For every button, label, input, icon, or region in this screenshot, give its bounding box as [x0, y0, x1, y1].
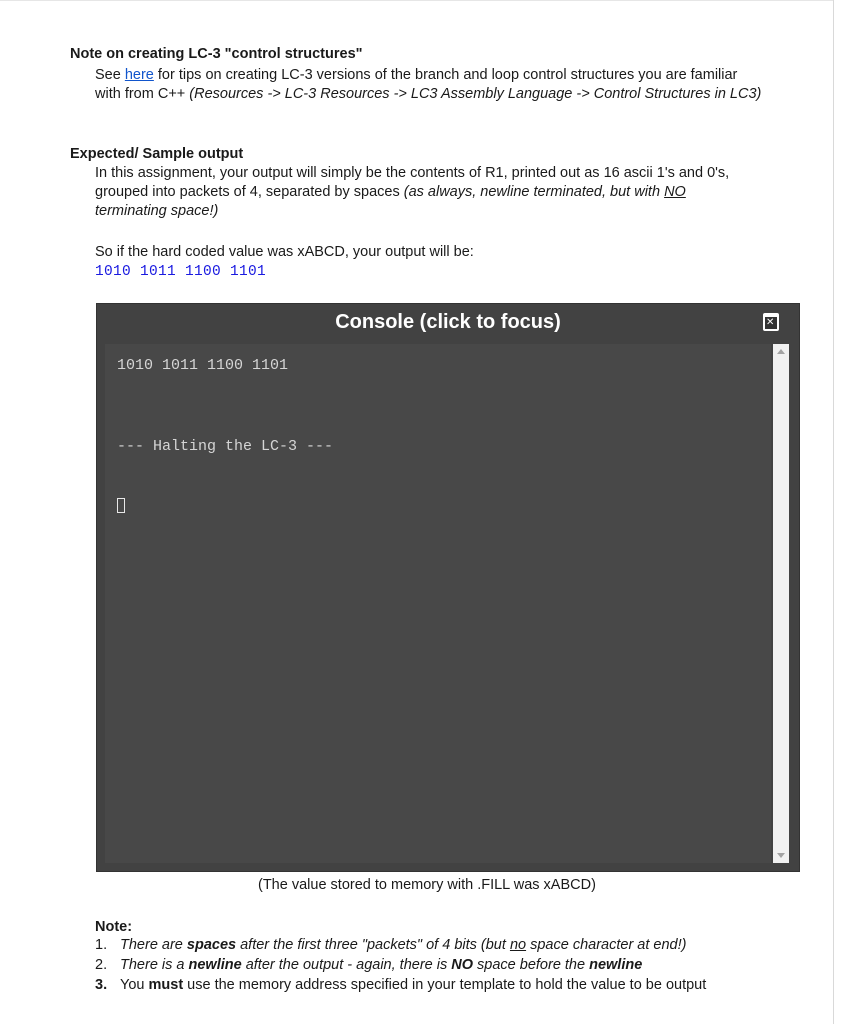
output-line3: terminating space!): [95, 203, 219, 219]
sample-output-heading: Expected/ Sample output: [70, 146, 244, 162]
control-structures-heading: Note on creating LC-3 "control structures": [70, 46, 363, 62]
note-item-2: [95, 956, 795, 976]
note-label: Note:: [95, 919, 133, 935]
output-line2-pre: grouped into packets of 4, separated by spaces: [95, 184, 404, 200]
console-cursor: [117, 498, 125, 513]
console-window[interactable]: [96, 303, 800, 872]
scroll-up-arrow-icon[interactable]: [777, 349, 785, 354]
note-1-c: after the first three "packets" of 4 bits (but: [236, 937, 510, 953]
note-1-e: space character at end!): [526, 937, 687, 953]
note-3-b: must: [148, 977, 184, 993]
note-item-1: [95, 936, 795, 956]
note-2-b: newline: [188, 957, 242, 973]
control-line1-pre: See: [95, 67, 125, 83]
note-2-f: newline: [589, 957, 643, 973]
example-value: 1010 1011 1100 1101: [95, 264, 267, 280]
note-3-c: use the memory address specified in your template to hold the value to be output: [183, 977, 707, 993]
page-top-border: [0, 0, 833, 1]
output-line1: In this assignment, your output will simply be the contents of R1, printed out as 16 ascii 1's and 0's,: [95, 165, 730, 181]
console-halt-line: --- Halting the LC-3 ---: [117, 438, 334, 455]
note-2-c: after the output - again, there is: [241, 957, 452, 973]
note-2-d: NO: [451, 957, 474, 973]
control-line2-pre: with from C++: [95, 86, 190, 102]
example-intro: So if the hard coded value was xABCD, your output will be:: [95, 244, 474, 260]
scroll-down-arrow-icon[interactable]: [777, 853, 785, 858]
note-text: [120, 936, 686, 955]
output-line2-no: NO: [664, 184, 686, 200]
control-structures-paragraph: [95, 66, 795, 104]
output-line2-em: (as always, newline terminated, but with: [403, 184, 665, 200]
control-line2-path: (Resources -> LC-3 Resources -> LC3 Assembly Language -> Control Structures in LC3): [189, 86, 762, 102]
note-item-3: [95, 976, 795, 996]
note-text: [120, 956, 642, 975]
sample-output-paragraph: [95, 164, 795, 221]
note-3-a: You: [120, 977, 149, 993]
control-line1-post: for tips on creating LC-3 versions of the branch and loop control structures you are familiar: [153, 67, 738, 83]
note-number: 3.: [95, 977, 108, 993]
note-2-e: space before the: [473, 957, 590, 973]
note-number: 2.: [95, 957, 108, 973]
note-1-a: There are: [120, 937, 187, 953]
note-list: [95, 936, 795, 996]
console-caption: (The value stored to memory with .FILL was xABCD): [258, 877, 596, 893]
note-1-b: spaces: [186, 937, 237, 953]
console-output-area[interactable]: [105, 344, 771, 863]
note-1-d: no: [509, 937, 527, 953]
note-2-a: There is a: [120, 957, 189, 973]
console-output-line: 1010 1011 1100 1101: [117, 357, 289, 374]
close-icon[interactable]: [763, 313, 779, 331]
console-title[interactable]: Console (click to focus): [335, 311, 561, 333]
console-scrollbar[interactable]: [773, 344, 789, 863]
here-link[interactable]: here: [124, 67, 154, 83]
note-number: 1.: [95, 937, 108, 953]
note-text: [120, 976, 706, 995]
